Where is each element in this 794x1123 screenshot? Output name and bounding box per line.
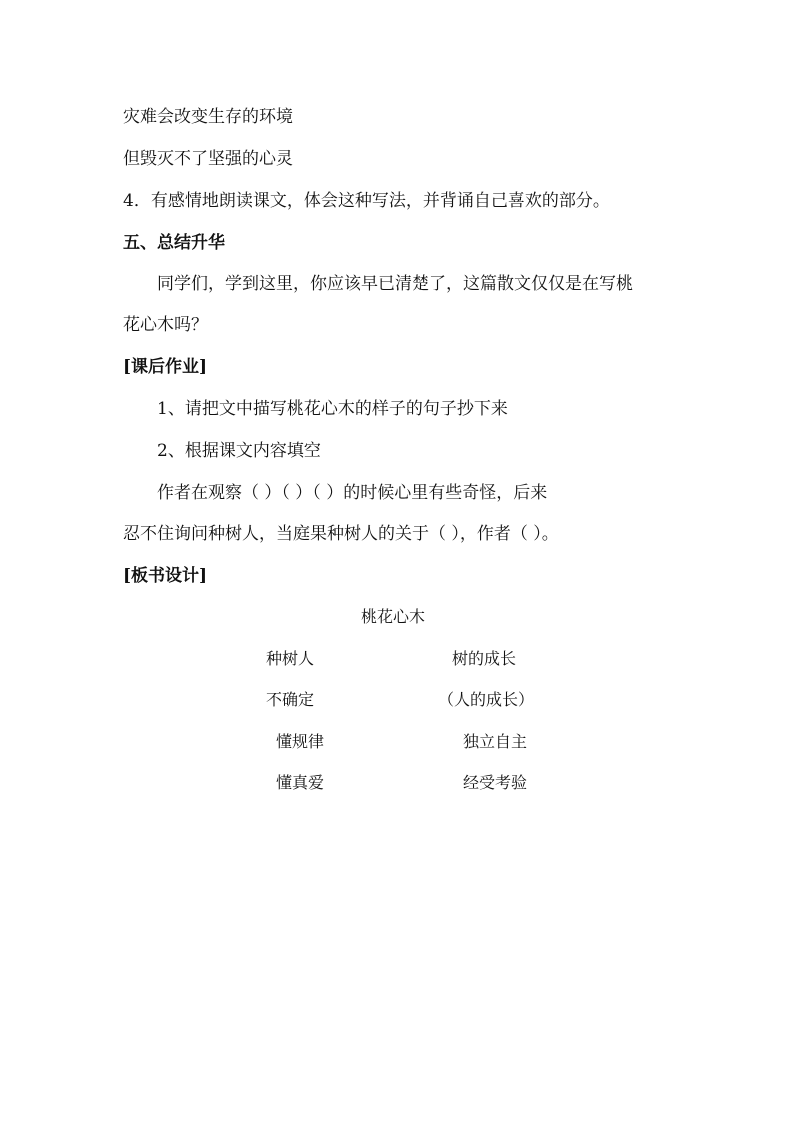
board-heading: [板书设计] — [123, 566, 208, 586]
board-left-item: 种树人 — [266, 649, 315, 668]
item-4: 4．有感情地朗读课文，体会这种写法，并背诵自己喜欢的部分。 — [123, 191, 610, 211]
board-right-item: 独立自主 — [463, 732, 528, 751]
homework-heading: [课后作业] — [123, 357, 208, 377]
board-right-item: 经受考验 — [463, 773, 528, 792]
summary-paragraph-line-1: 同学们，学到这里，你应该早已清楚了，这篇散文仅仅是在写桃 — [157, 274, 633, 294]
board-right-item: 树的成长 — [452, 649, 517, 668]
board-left-item: 懂真爱 — [276, 773, 325, 792]
fill-blank-line-2: 忍不住询问种树人，当庭果种树人的关于（ ），作者（ ）。 — [123, 524, 559, 544]
poem-line-1: 灾难会改变生存的环境 — [123, 107, 293, 127]
summary-heading: 五、总结升华 — [123, 233, 225, 253]
board-left-item: 不确定 — [266, 690, 315, 709]
board-left-item: 懂规律 — [276, 732, 325, 751]
poem-line-2: 但毁灭不了坚强的心灵 — [123, 149, 293, 169]
board-title: 桃花心木 — [361, 607, 426, 626]
summary-paragraph-line-2: 花心木吗？ — [123, 315, 208, 335]
homework-question-2: 2、根据课文内容填空 — [157, 441, 321, 461]
homework-question-1: 1、请把文中描写桃花心木的样子的句子抄下来 — [157, 399, 508, 419]
fill-blank-line-1: 作者在观察（ ）（ ）（ ）的时候心里有些奇怪，后来 — [157, 483, 548, 503]
board-right-item: （人的成长） — [438, 690, 535, 709]
